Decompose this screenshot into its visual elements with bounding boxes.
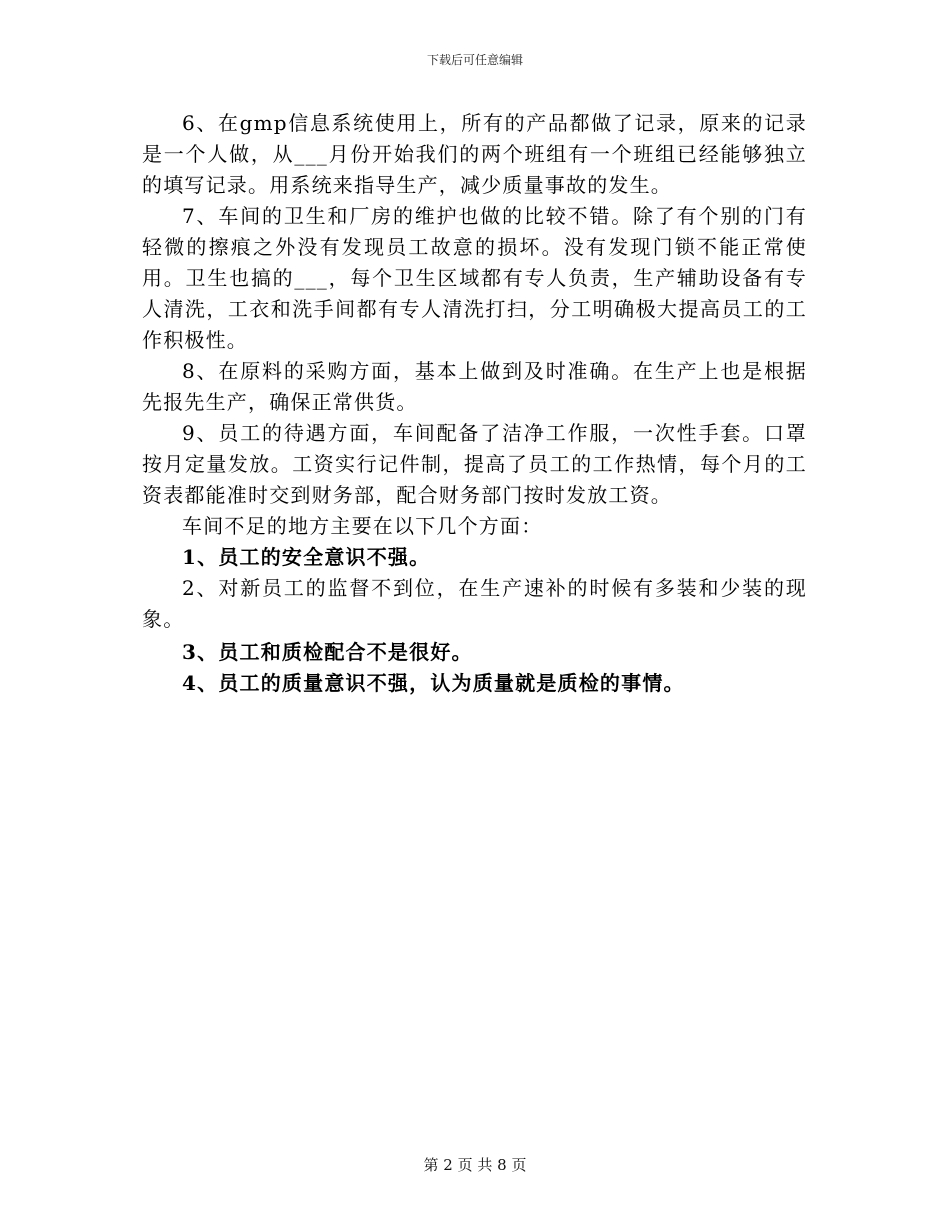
- shortcoming-item-4: 4、员工的质量意识不强，认为质量就是质检的事情。: [182, 671, 685, 695]
- paragraph-item-8: 8、在原料的采购方面，基本上做到及时准确。在生产上也是根据先报先生产，确保正常供货。: [142, 359, 807, 414]
- shortcoming-item-1: 1、员工的安全意识不强。: [182, 545, 431, 569]
- paragraph-item-9: 9、员工的待遇方面，车间配备了洁净工作服，一次性手套。口罩按月定量发放。工资实行记件制，提高了员工的工作热情，每个月的工资表都能准时交到财务部，配合财务部门按时发放工资。: [142, 421, 807, 507]
- paragraph-item-7: 7、车间的卫生和厂房的维护也做的比较不错。除了有个别的门有轻微的擦痕之外没有发现员工故意的损坏。没有发现门锁不能正常使用。卫生也搞的___，每个卫生区域都有专人负责，生产辅助设备有专人清洗，工衣和洗手间都有专人清洗打扫，分工明确极大提高员工的工作积极性。: [142, 204, 807, 352]
- shortcoming-item-2: 2、对新员工的监督不到位，在生产速补的时候有多装和少装的现象。: [142, 576, 807, 631]
- shortcoming-item-3: 3、员工和质检配合不是很好。: [182, 640, 473, 664]
- page-header: 下载后可任意编辑: [426, 53, 523, 67]
- document-body: [142, 108, 807, 699]
- page-number: 第 2 页 共 8 页: [423, 1156, 527, 1174]
- shortcomings-intro: 车间不足的地方主要在以下几个方面：: [182, 514, 543, 538]
- paragraph-item-6: 6、在gmp信息系统使用上，所有的产品都做了记录，原来的记录是一个人做，从___月份开始我们的两个班组有一个班组已经能够独立的填写记录。用系统来指导生产，减少质量事故的发生。: [142, 111, 807, 197]
